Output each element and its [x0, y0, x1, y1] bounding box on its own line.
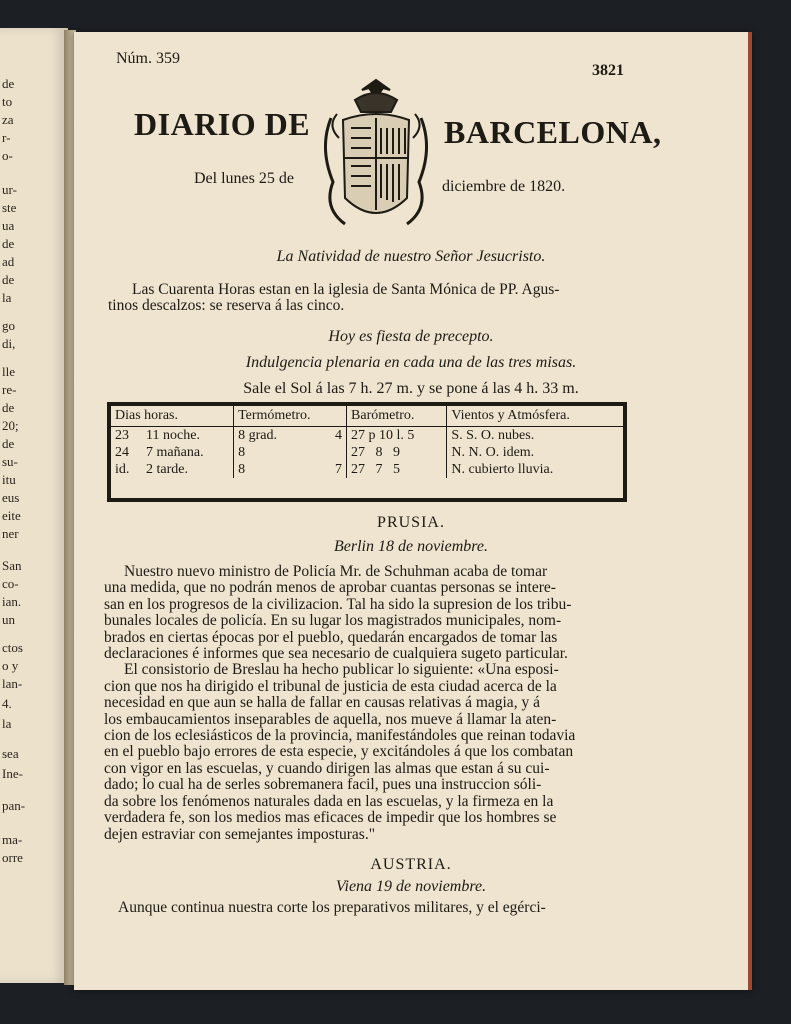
left-page-text-fragment: to	[2, 94, 13, 109]
feast-notice: La Natividad de nuestro Señor Jesucristo.	[276, 248, 546, 265]
left-page-text-fragment: ma-	[2, 832, 23, 847]
left-page-text-fragment: San	[2, 558, 22, 573]
cell-wind: S. S. O. nubes.	[447, 427, 623, 445]
left-page-text-fragment: de	[2, 76, 15, 91]
dateline-berlin: Berlin 18 de noviembre.	[333, 538, 489, 555]
date-line-right: diciembre de 1820.	[442, 178, 566, 195]
left-facing-page	[0, 28, 68, 983]
left-page-text-fragment: lle	[2, 364, 15, 379]
date-line-left: Del lunes 25 de	[194, 170, 294, 187]
article-line: bunales locales de policía. En su lugar los magistrados municipales, nom-	[104, 613, 562, 630]
header-days-hours: Dias horas.	[111, 406, 234, 427]
left-page-text-fragment: ctos	[2, 640, 23, 655]
left-page-text-fragment: 20;	[2, 418, 19, 433]
article-line: necesidad en que aun se halla de fallar en causas relativas á magia, y á	[104, 695, 540, 712]
article-line: san en los progresos de la civilizacion. Tal ha sido la supresion de los tribu-	[104, 596, 572, 613]
left-page-text-fragment: ad	[2, 254, 15, 269]
article-line: una medida, que no podrán menos de aprobar cuantas personas se intere-	[104, 580, 556, 597]
header-winds: Vientos y Atmósfera.	[447, 406, 623, 427]
forty-hours-line-1: Las Cuarenta Horas estan en la iglesia de Santa Mónica de PP. Agus-	[132, 281, 560, 298]
cell-hour: 2 tarde.	[146, 462, 189, 477]
barcelona-coat-of-arms-icon	[317, 78, 435, 236]
cell-day: id.	[115, 462, 130, 477]
cell-hour: 11 noche.	[146, 428, 200, 443]
masthead-title-left: DIARIO DE	[134, 106, 311, 142]
left-page-text-fragment: o-	[2, 148, 13, 163]
left-page-text-fragment: di,	[2, 336, 16, 351]
article-line: declaraciones é informes que sea necesario de cualquiera sugeto particular.	[104, 646, 568, 663]
issue-number: Núm. 359	[116, 50, 180, 67]
cell-wind: N. N. O. idem.	[447, 444, 623, 461]
left-page-text-fragment: sea	[2, 746, 19, 761]
cell-temp-frac: 4	[335, 428, 343, 443]
cell-baro: 27 p 10 l. 5	[347, 427, 447, 445]
article-line: en el pueblo bajo errores de esta especie, y excitándoles á que los combatan	[104, 744, 574, 761]
left-page-text-fragment: la	[2, 716, 12, 731]
left-page-text-fragment: la	[2, 290, 12, 305]
article-line: con vigor en las escuelas, y cuando dirigen las almas que estan á su cui-	[104, 760, 550, 777]
newspaper-page	[74, 32, 752, 990]
article-line: cion de los eclesiásticos de la provincia, manifestándoles que reinan todavia	[104, 728, 576, 745]
left-page-text-fragment: ner	[2, 526, 19, 541]
article-line: dado; lo cual ha de serles sobremanera facil, pues una instruccion sóli-	[104, 777, 542, 794]
left-page-text-fragment: pan-	[2, 798, 26, 813]
holiday-notice: Hoy es fiesta de precepto.	[328, 328, 494, 345]
left-page-text-fragment: de	[2, 400, 15, 415]
masthead-title-right: BARCELONA,	[444, 114, 662, 150]
left-page-text-fragment: de	[2, 272, 15, 287]
article-line: verdadera fe, son los medios mas eficaces de impedir que los hombres se	[104, 810, 557, 827]
cell-wind: N. cubierto lluvia.	[447, 461, 623, 478]
table-row	[111, 461, 623, 478]
left-page-text-fragment: za	[2, 112, 14, 127]
left-page-text-fragment: re-	[2, 382, 17, 397]
section-heading-austria: AUSTRIA.	[370, 856, 452, 873]
article-line: los embaucamientos inseparables de aquella, nos mueve á llamar la aten-	[104, 711, 557, 728]
cell-temp: 8	[234, 444, 319, 461]
cell-day: 23	[115, 428, 129, 443]
page-number: 3821	[592, 62, 624, 79]
article-body-austria	[118, 900, 618, 916]
table-row	[111, 427, 623, 445]
article-body-prusia	[104, 564, 622, 843]
left-page-text-fragment: ian.	[2, 594, 22, 609]
left-page-text-fragment: co-	[2, 576, 19, 591]
header-barometer: Barómetro.	[347, 406, 447, 427]
cell-baro: 27 7 5	[347, 461, 447, 478]
sunrise-sunset-notice: Sale el Sol á las 7 h. 27 m. y se pone á las 4 h. 33 m.	[243, 380, 579, 397]
left-page-text-fragment: itu	[2, 472, 16, 487]
left-page-text-fragment: 4.	[2, 696, 12, 711]
forty-hours-notice	[108, 281, 692, 315]
left-page-text-fragment: de	[2, 236, 15, 251]
left-page-text-fragment: Ine-	[2, 766, 23, 781]
cell-temp: 8	[234, 461, 319, 478]
left-page-text-fragment: ur-	[2, 182, 17, 197]
cell-baro: 27 8 9	[347, 444, 447, 461]
section-heading-prusia: PRUSIA.	[377, 514, 445, 531]
article-line: El consistorio de Breslau ha hecho publicar lo siguiente: «Una esposi-	[124, 662, 559, 679]
cell-temp-frac	[319, 444, 347, 461]
forty-hours-line-2: tinos descalzos: se reserva á las cinco.	[108, 297, 345, 315]
left-page-text-fragment: orre	[2, 850, 23, 865]
weather-data-table	[111, 406, 623, 478]
left-page-text-fragment: un	[2, 612, 15, 627]
left-page-text-fragment: go	[2, 318, 15, 333]
cell-hour: 7 mañana.	[146, 445, 204, 460]
cell-temp-frac: 7	[335, 462, 343, 477]
dateline-viena: Viena 19 de noviembre.	[335, 878, 487, 895]
article-line: Aunque continua nuestra corte los preparativos militares, y el egérci-	[118, 900, 546, 916]
article-line: dejen estraviar con semejantes imposturas."	[104, 826, 376, 843]
left-page-text-fragment: o y	[2, 658, 19, 673]
left-page-text-fragment: de	[2, 436, 15, 451]
weather-table	[107, 402, 627, 502]
left-page-text-fragment: eite	[2, 508, 21, 523]
table-row	[111, 444, 623, 461]
weather-header-row	[111, 406, 623, 427]
left-page-text-fragment: r-	[2, 130, 11, 145]
cell-day: 24	[115, 445, 129, 460]
article-line: brados en ciertas épocas por el pueblo, quedarán encargados de tomar las	[104, 629, 558, 646]
left-page-text-fragment: eus	[2, 490, 20, 505]
left-page-text-fragment: ste	[2, 200, 17, 215]
cell-temp: 8 grad.	[234, 427, 319, 445]
header-thermometer: Termómetro.	[234, 406, 347, 427]
left-page-text-fragment: ua	[2, 218, 15, 233]
left-page-text-fragment: su-	[2, 454, 18, 469]
article-line: da sobre los fenómenos naturales dada en las escuelas, y la firmeza en la	[104, 793, 554, 810]
indulgence-notice: Indulgencia plenaria en cada una de las tres misas.	[245, 354, 577, 371]
article-line: cion que nos ha dirigido el tribunal de justicia de esta ciudad acerca de la	[104, 678, 557, 695]
left-page-text-fragment: lan-	[2, 676, 23, 691]
article-line: Nuestro nuevo ministro de Policía Mr. de Schuhman acaba de tomar	[124, 564, 548, 580]
